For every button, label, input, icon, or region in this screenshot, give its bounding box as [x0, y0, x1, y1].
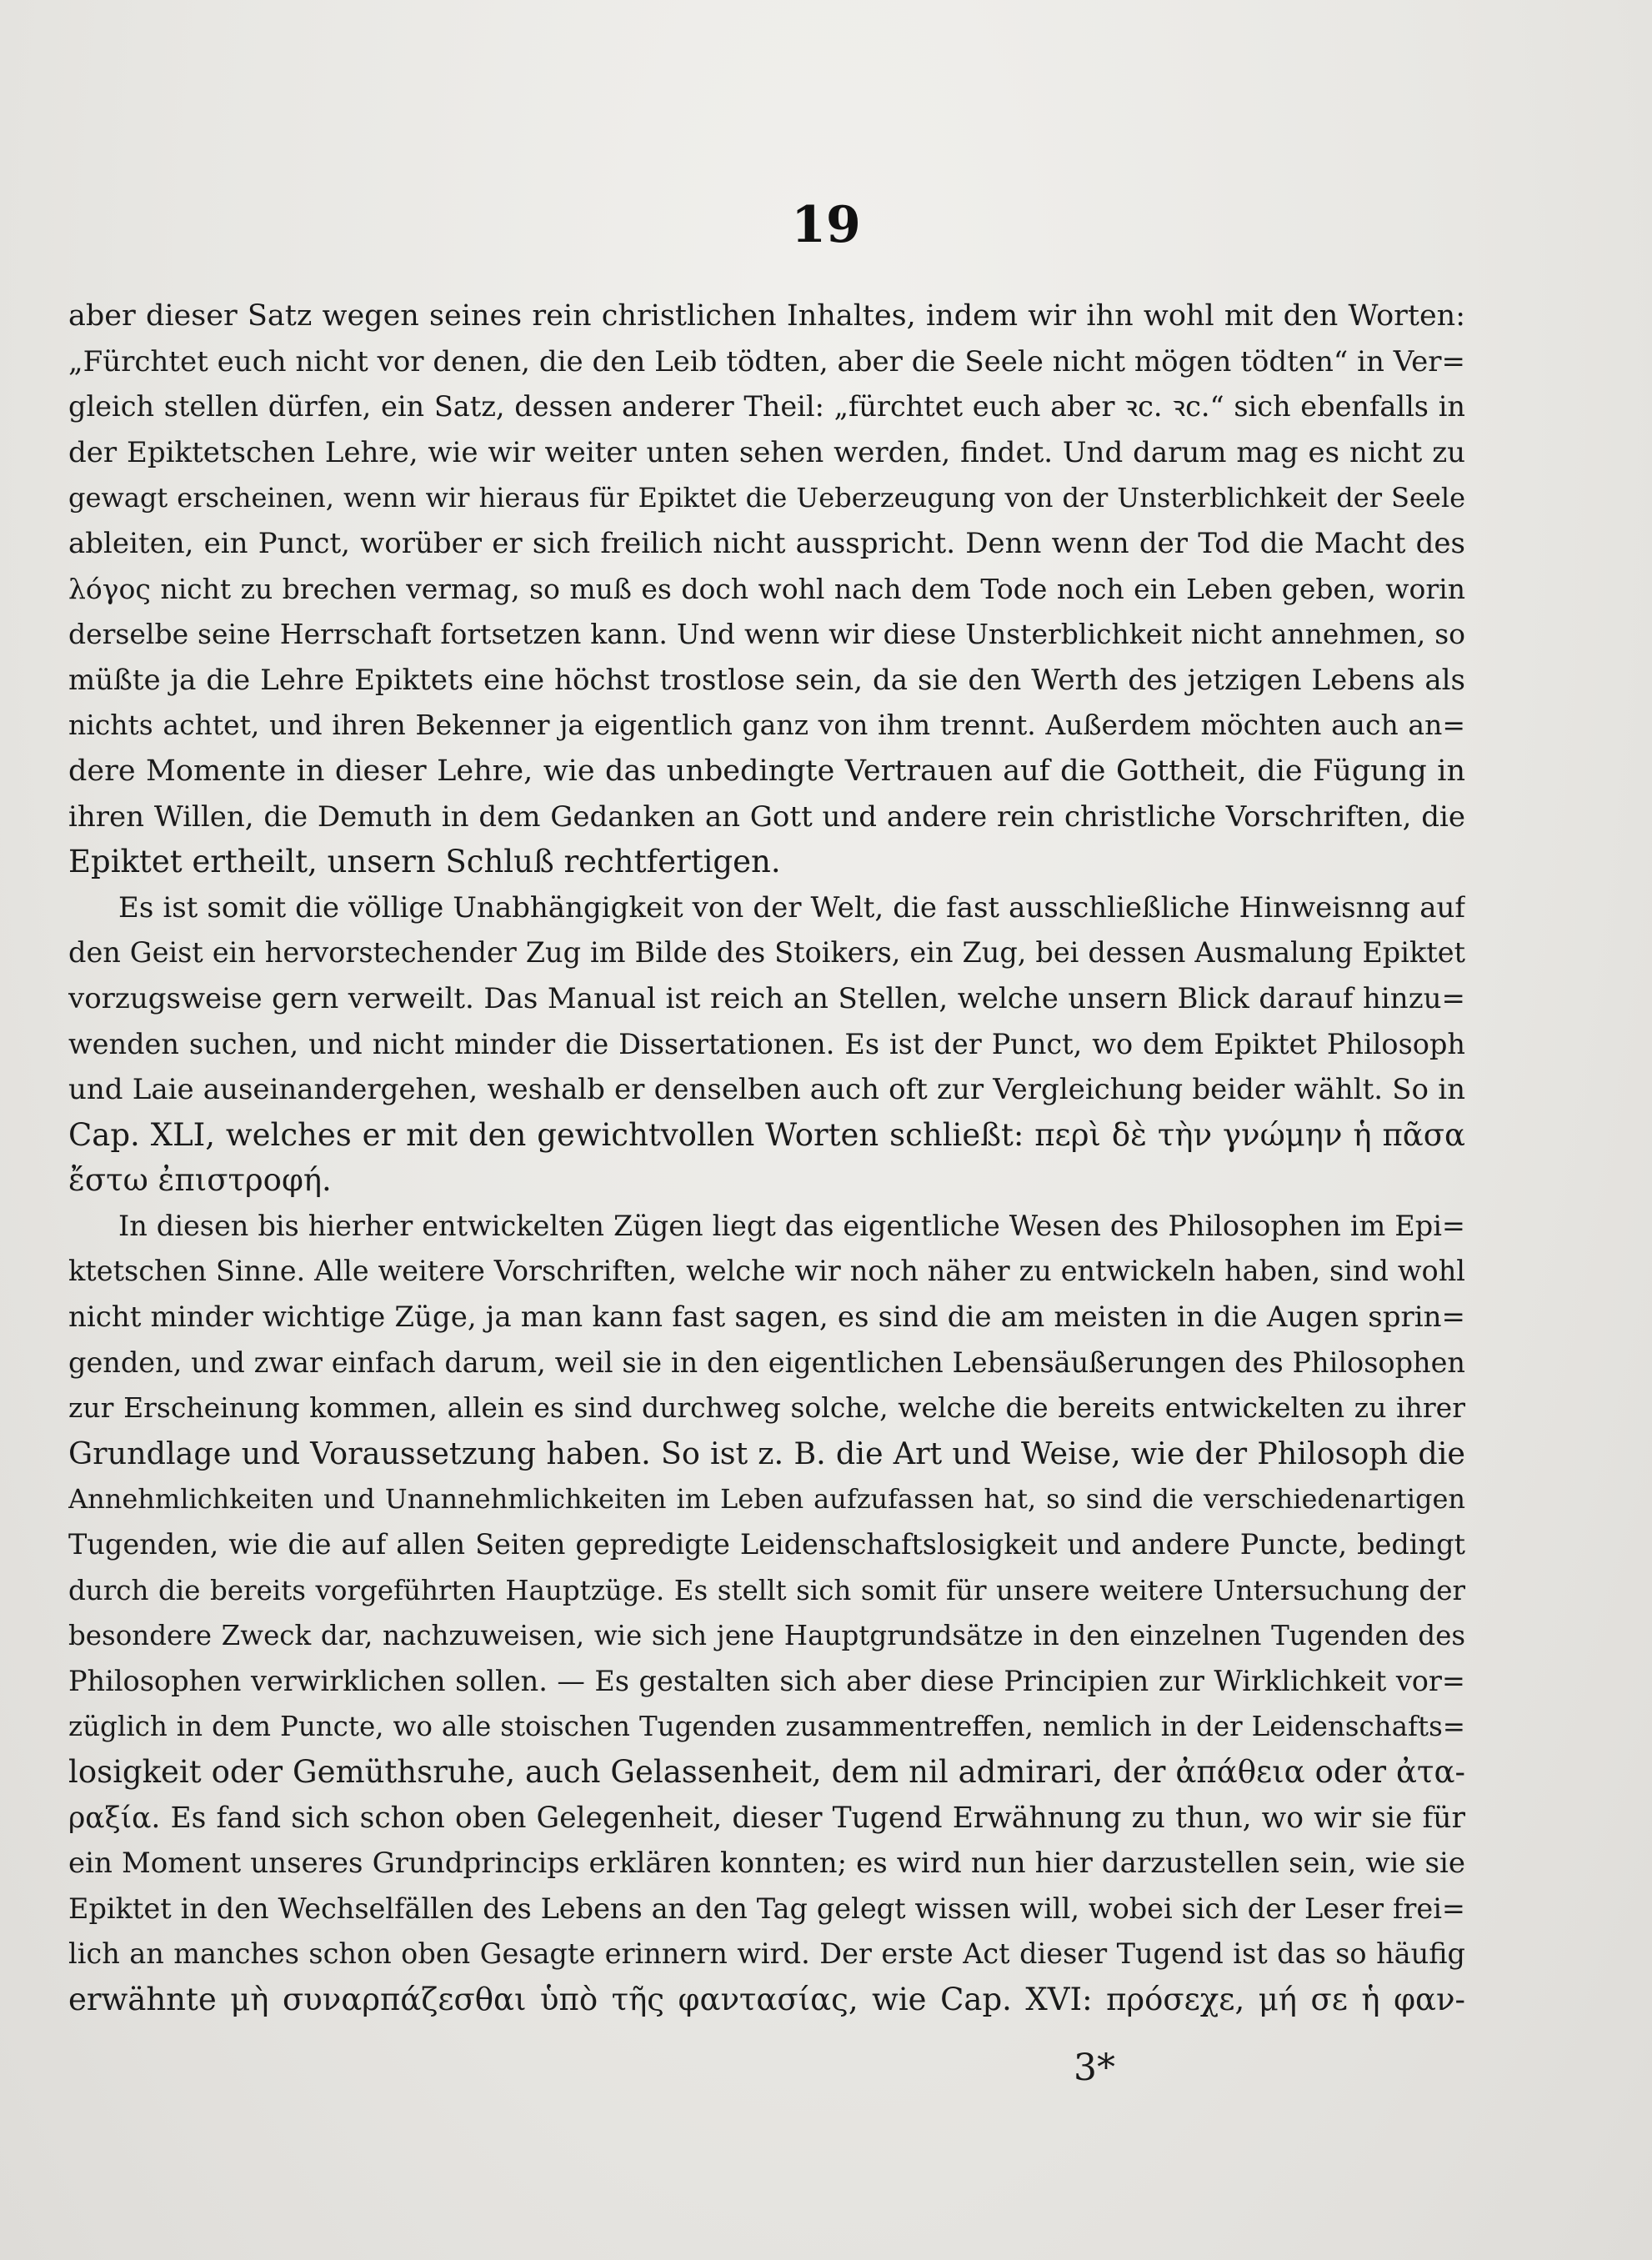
- text-line: Cap. XLI, welches er mit den gewichtvollen Worten schließt: περὶ δὲ τὴν γνώμην ἡ πᾶσα: [68, 1116, 1465, 1153]
- text-line: nichts achtet, und ihren Bekenner ja eigentlich ganz von ihm trennt. Außerdem möchten auch an=: [68, 709, 1465, 742]
- text-line: „Fürchtet euch nicht vor denen, die den Leib tödten, aber die Seele nicht mögen tödten“ in Ver=: [68, 344, 1465, 378]
- text-line: derselbe seine Herrschaft fortsetzen kann. Und wenn wir diese Unsterblichkeit nicht annehmen, so: [68, 618, 1465, 651]
- text-line: Epiktet in den Wechselfällen des Lebens an den Tag gelegt wissen will, wobei sich der Leser frei=: [68, 1892, 1465, 1925]
- text-line: Philosophen verwirklichen sollen. — Es gestalten sich aber diese Principien zur Wirklichkeit vor=: [68, 1664, 1465, 1697]
- text-line: nicht minder wichtige Züge, ja man kann fast sagen, es sind die am meisten in die Augen sprin=: [68, 1300, 1465, 1335]
- text-line: ein Moment unseres Grundprincips erklären konnten; es wird nun hier darzustellen sein, wie sie: [68, 1847, 1465, 1881]
- text-line: ktetschen Sinne. Alle weitere Vorschriften, welche wir noch näher zu entwickeln haben, sind wohl: [68, 1255, 1465, 1288]
- text-line: ihren Willen, die Demuth in dem Gedanken an Gott und andere rein christliche Vorschriften, die: [68, 799, 1465, 834]
- text-line: besondere Zweck dar, nachzuweisen, wie sich jene Hauptgrundsätze in den einzelnen Tugenden des: [68, 1620, 1465, 1652]
- text-line: dere Momente in dieser Lehre, wie das unbedingte Vertrauen auf die Gottheit, die Fügung in: [68, 754, 1465, 788]
- text-line: zur Erscheinung kommen, allein es sind durchweg solche, welche die bereits entwickelten zu ihrer: [68, 1391, 1465, 1425]
- text-line: und Laie auseinandergehen, weshalb er denselben auch oft zur Vergleichung beider wählt. So in: [68, 1073, 1465, 1107]
- text-line: λόγος nicht zu brechen vermag, so muß es doch wohl nach dem Tode noch ein Leben geben, worin: [68, 572, 1465, 605]
- text-line: Epiktet ertheilt, unsern Schluß rechtfertigen.: [68, 844, 781, 880]
- text-line: vorzugsweise gern verweilt. Das Manual ist reich an Stellen, welche unsern Blick darauf hinzu=: [68, 981, 1465, 1015]
- text-line: der Epiktetschen Lehre, wie wir weiter unten sehen werden, findet. Und darum mag es nicht zu: [68, 435, 1465, 469]
- signature-mark: 3*: [1074, 2047, 1115, 2089]
- text-line: In diesen bis hierher entwickelten Zügen liegt das eigentliche Wesen des Philosophen im Epi=: [118, 1209, 1465, 1242]
- text-line: gleich stellen dürfen, ein Satz, dessen anderer Theil: „fürchtet euch aber ꝛc. ꝛc.“ sich ebenfalls in: [68, 390, 1465, 423]
- text-line: ἔστω ἐπιστροφή.: [68, 1162, 332, 1199]
- text-line: Grundlage und Voraussetzung haben. So ist z. B. die Art und Weise, wie der Philosoph die: [68, 1435, 1465, 1471]
- text-line: gewagt erscheinen, wenn wir hieraus für Epiktet die Ueberzeugung von der Unsterblichkeit der Seele: [68, 482, 1465, 514]
- text-line: lich an manches schon oben Gesagte erinnern wird. Der erste Act dieser Tugend ist das so häufig: [68, 1937, 1465, 1971]
- text-line: losigkeit oder Gemüthsruhe, auch Gelassenheit, dem nil admirari, der ἀπάθεια oder ἀτα-: [68, 1754, 1465, 1790]
- text-line: erwähnte μὴ συναρπάζεσθαι ὑπὸ τῆς φαντασίας, wie Cap. XVI: πρόσεχε, μή σε ἡ φαν-: [68, 1981, 1465, 2017]
- text-line: wenden suchen, und nicht minder die Dissertationen. Es ist der Punct, wo dem Epiktet Philosoph: [68, 1027, 1465, 1060]
- text-line: ραξία. Es fand sich schon oben Gelegenheit, dieser Tugend Erwähnung zu thun, wo wir sie für: [68, 1801, 1465, 1835]
- text-line: ableiten, ein Punct, worüber er sich freilich nicht ausspricht. Denn wenn der Tod die Macht des: [68, 526, 1465, 560]
- text-line: genden, und zwar einfach darum, weil sie in den eigentlichen Lebensäußerungen des Philosophen: [68, 1345, 1465, 1379]
- text-line: Es ist somit die völlige Unabhängigkeit von der Welt, die fast ausschließliche Hinweisnng auf: [118, 890, 1465, 925]
- text-line: züglich in dem Puncte, wo alle stoischen Tugenden zusammentreffen, nemlich in der Leidenschafts=: [68, 1711, 1465, 1743]
- body-text: [68, 293, 1465, 2023]
- text-line: durch die bereits vorgeführten Hauptzüge. Es stellt sich somit für unsere weitere Untersuchung der: [68, 1574, 1465, 1606]
- text-line: Tugenden, wie die auf allen Seiten gepredigte Leidenschaftslosigkeit und andere Puncte, bedingt: [68, 1528, 1465, 1561]
- text-line: müßte ja die Lehre Epiktets eine höchst trostlose sein, da sie den Werth des jetzigen Lebens als: [68, 663, 1465, 697]
- page-number: 19: [791, 196, 861, 254]
- text-line: Annehmlichkeiten und Unannehmlichkeiten im Leben aufzufassen hat, so sind die verschiedenartigen: [68, 1483, 1465, 1516]
- text-line: aber dieser Satz wegen seines rein christlichen Inhaltes, indem wir ihn wohl mit den Worten:: [68, 299, 1465, 333]
- text-line: den Geist ein hervorstechender Zug im Bilde des Stoikers, ein Zug, bei dessen Ausmalung Epiktet: [68, 936, 1465, 970]
